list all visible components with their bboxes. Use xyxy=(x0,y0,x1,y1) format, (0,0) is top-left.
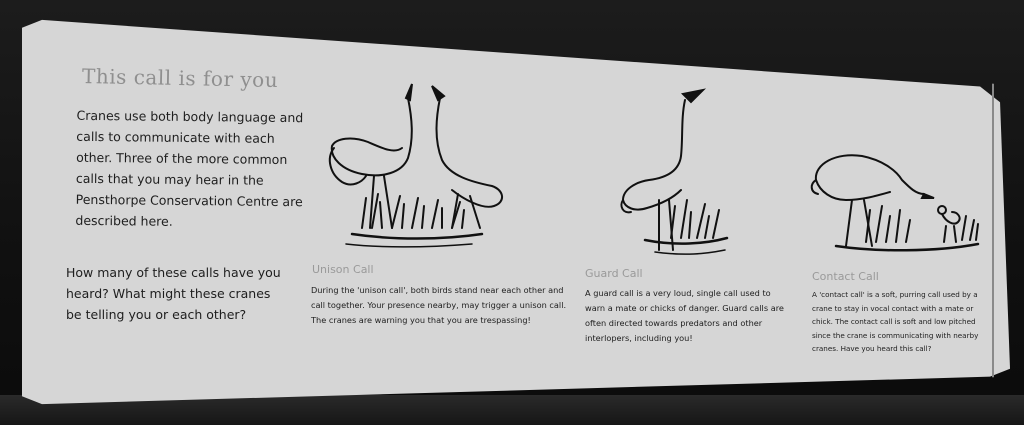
contact-call-title: Contact Call xyxy=(812,270,879,283)
sign-title: This call is for you xyxy=(81,63,279,93)
question-text: How many of these calls have you heard? What might these cranes be telling you or each other? xyxy=(66,265,281,322)
contact-call-illustration xyxy=(806,150,986,255)
unison-call-text: During the 'unison call', both birds stand near each other and call together. Your presence nearby, may trigger a unison call. The cranes are warning you that you are trespassing! xyxy=(311,285,567,325)
guard-call-text: A guard call is a very loud, single call used to warn a mate or chicks of danger. Guard calls are often directed towards predators and other interlopers, including you! xyxy=(585,288,784,343)
guard-call-title: Guard Call xyxy=(585,267,643,280)
unison-call-title: Unison Call xyxy=(312,263,374,276)
contact-call-text: A 'contact call' is a soft, purring call used by a crane to stay in vocal contact with a mate or chick. The contact call is soft and low pitched since the crane is communicating with nearby cranes. Have you heard this call? xyxy=(812,290,979,353)
guard-call-illustration xyxy=(615,88,735,263)
intro-text: Cranes use both body language and calls to communicate with each other. Three of the more common calls that you may hear in the Pensthorpe Conservation Centre are described here. xyxy=(75,107,304,229)
unison-call-illustration xyxy=(322,78,512,253)
